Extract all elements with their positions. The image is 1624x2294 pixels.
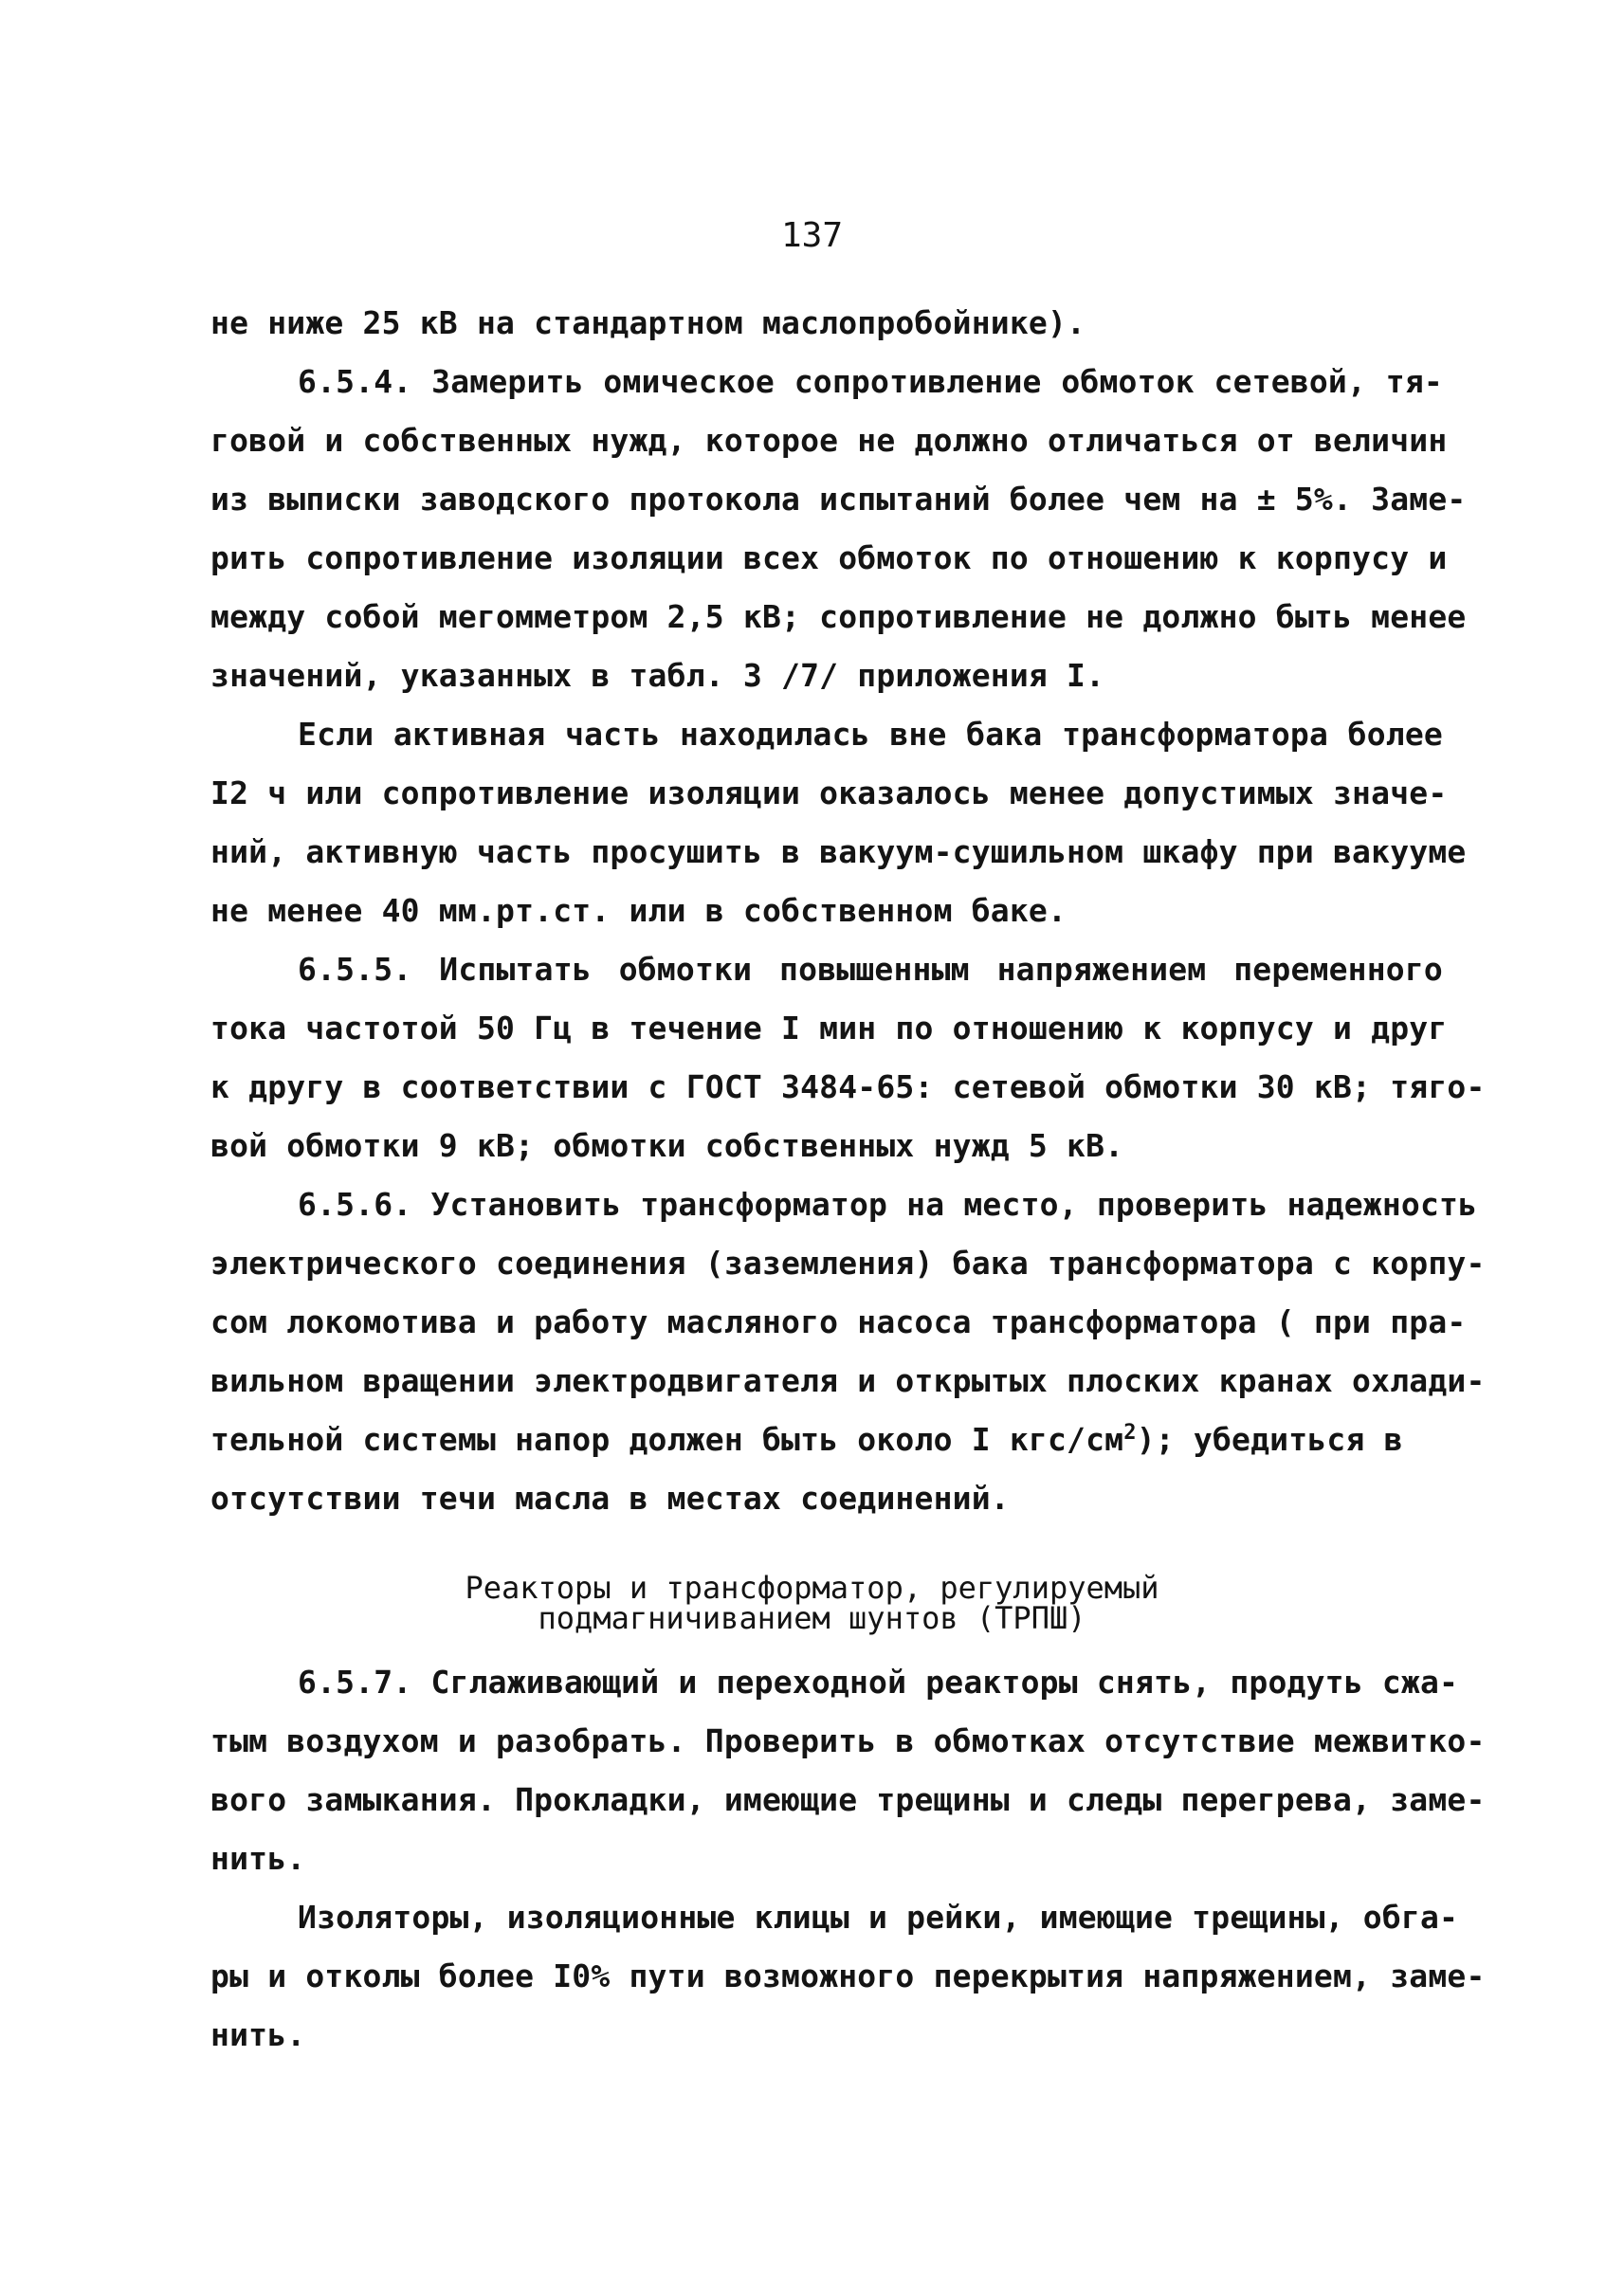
text-line: ры и отколы более I0% пути возможного перекрытия напряжением, заме-: [210, 1957, 1486, 1994]
text-line: вой обмотки 9 кВ; обмотки собственных нужд 5 кВ.: [210, 1127, 1124, 1164]
text-line: I2 ч или сопротивление изоляции оказалось менее допустимых значе-: [210, 774, 1448, 811]
text-line: Если активная часть находилась вне бака трансформатора более: [298, 716, 1443, 753]
text-line: 6.5.6. Установить трансформатор на место, проверить надежность: [298, 1186, 1478, 1223]
text-line: между собой мегомметром 2,5 кВ; сопротивление не должно быть менее: [210, 598, 1467, 635]
text-segment: ); убедиться в: [1136, 1421, 1403, 1458]
text-line: электрического соединения (заземления) бака трансформатора с корпу-: [210, 1245, 1486, 1282]
text-line: вильном вращении электродвигателя и открытых плоских кранах охлади-: [210, 1362, 1486, 1399]
text-line: к другу в соответствии с ГОСТ 3484-65: сетевой обмотки 30 кВ; тяго-: [210, 1068, 1486, 1105]
text-line: тока частотой 50 Гц в течение I мин по отношению к корпусу и друг: [210, 1010, 1448, 1047]
text-line: вого замыкания. Прокладки, имеющие трещины и следы перегрева, заме-: [210, 1781, 1486, 1818]
text-line: говой и собственных нужд, которое не должно отличаться от величин: [210, 422, 1448, 459]
text-line: значений, указанных в табл. 3 /7/ приложения I.: [210, 657, 1105, 694]
text-line: рить сопротивление изоляции всех обмоток по отношению к корпусу и: [210, 539, 1448, 576]
text-line: 6.5.4. Замерить омическое сопротивление обмоток сетевой, тя-: [298, 363, 1443, 400]
superscript: 2: [1123, 1421, 1137, 1445]
text-line: из выписки заводского протокола испытаний более чем на ± 5%. Заме-: [210, 481, 1467, 518]
text-line: не ниже 25 кВ на стандартном маслопробойнике).: [210, 304, 1086, 341]
text-line: 6.5.5. Испытать обмотки повышенным напряжением переменного: [298, 951, 1443, 988]
page-number: 137: [780, 216, 844, 255]
text-line: 6.5.7. Сглаживающий и переходной реакторы снять, продуть сжа-: [298, 1664, 1459, 1701]
text-line: нить.: [210, 2016, 306, 2053]
text-line-with-superscript: [210, 1418, 1443, 1462]
section-heading-line-2: подмагничиванием шунтов (ТРПШ): [538, 1600, 1086, 1636]
text-line: не менее 40 мм.рт.ст. или в собственном баке.: [210, 892, 1067, 929]
text-line: ний, активную часть просушить в вакуум-сушильном шкафу при вакууме: [210, 833, 1467, 870]
text-line: Изоляторы, изоляционные клицы и рейки, имеющие трещины, обга-: [298, 1899, 1459, 1936]
section-heading-line-1: Реакторы и трансформатор, регулируемый: [465, 1570, 1159, 1606]
text-segment: тельной системы напор должен быть около I кгс/см: [210, 1421, 1124, 1458]
text-line: нить.: [210, 1840, 306, 1877]
text-line: тым воздухом и разобрать. Проверить в обмотках отсутствие межвитко-: [210, 1722, 1486, 1759]
text-line: сом локомотива и работу масляного насоса трансформатора ( при пра-: [210, 1303, 1467, 1340]
text-line: отсутствии течи масла в местах соединений.: [210, 1480, 1010, 1517]
